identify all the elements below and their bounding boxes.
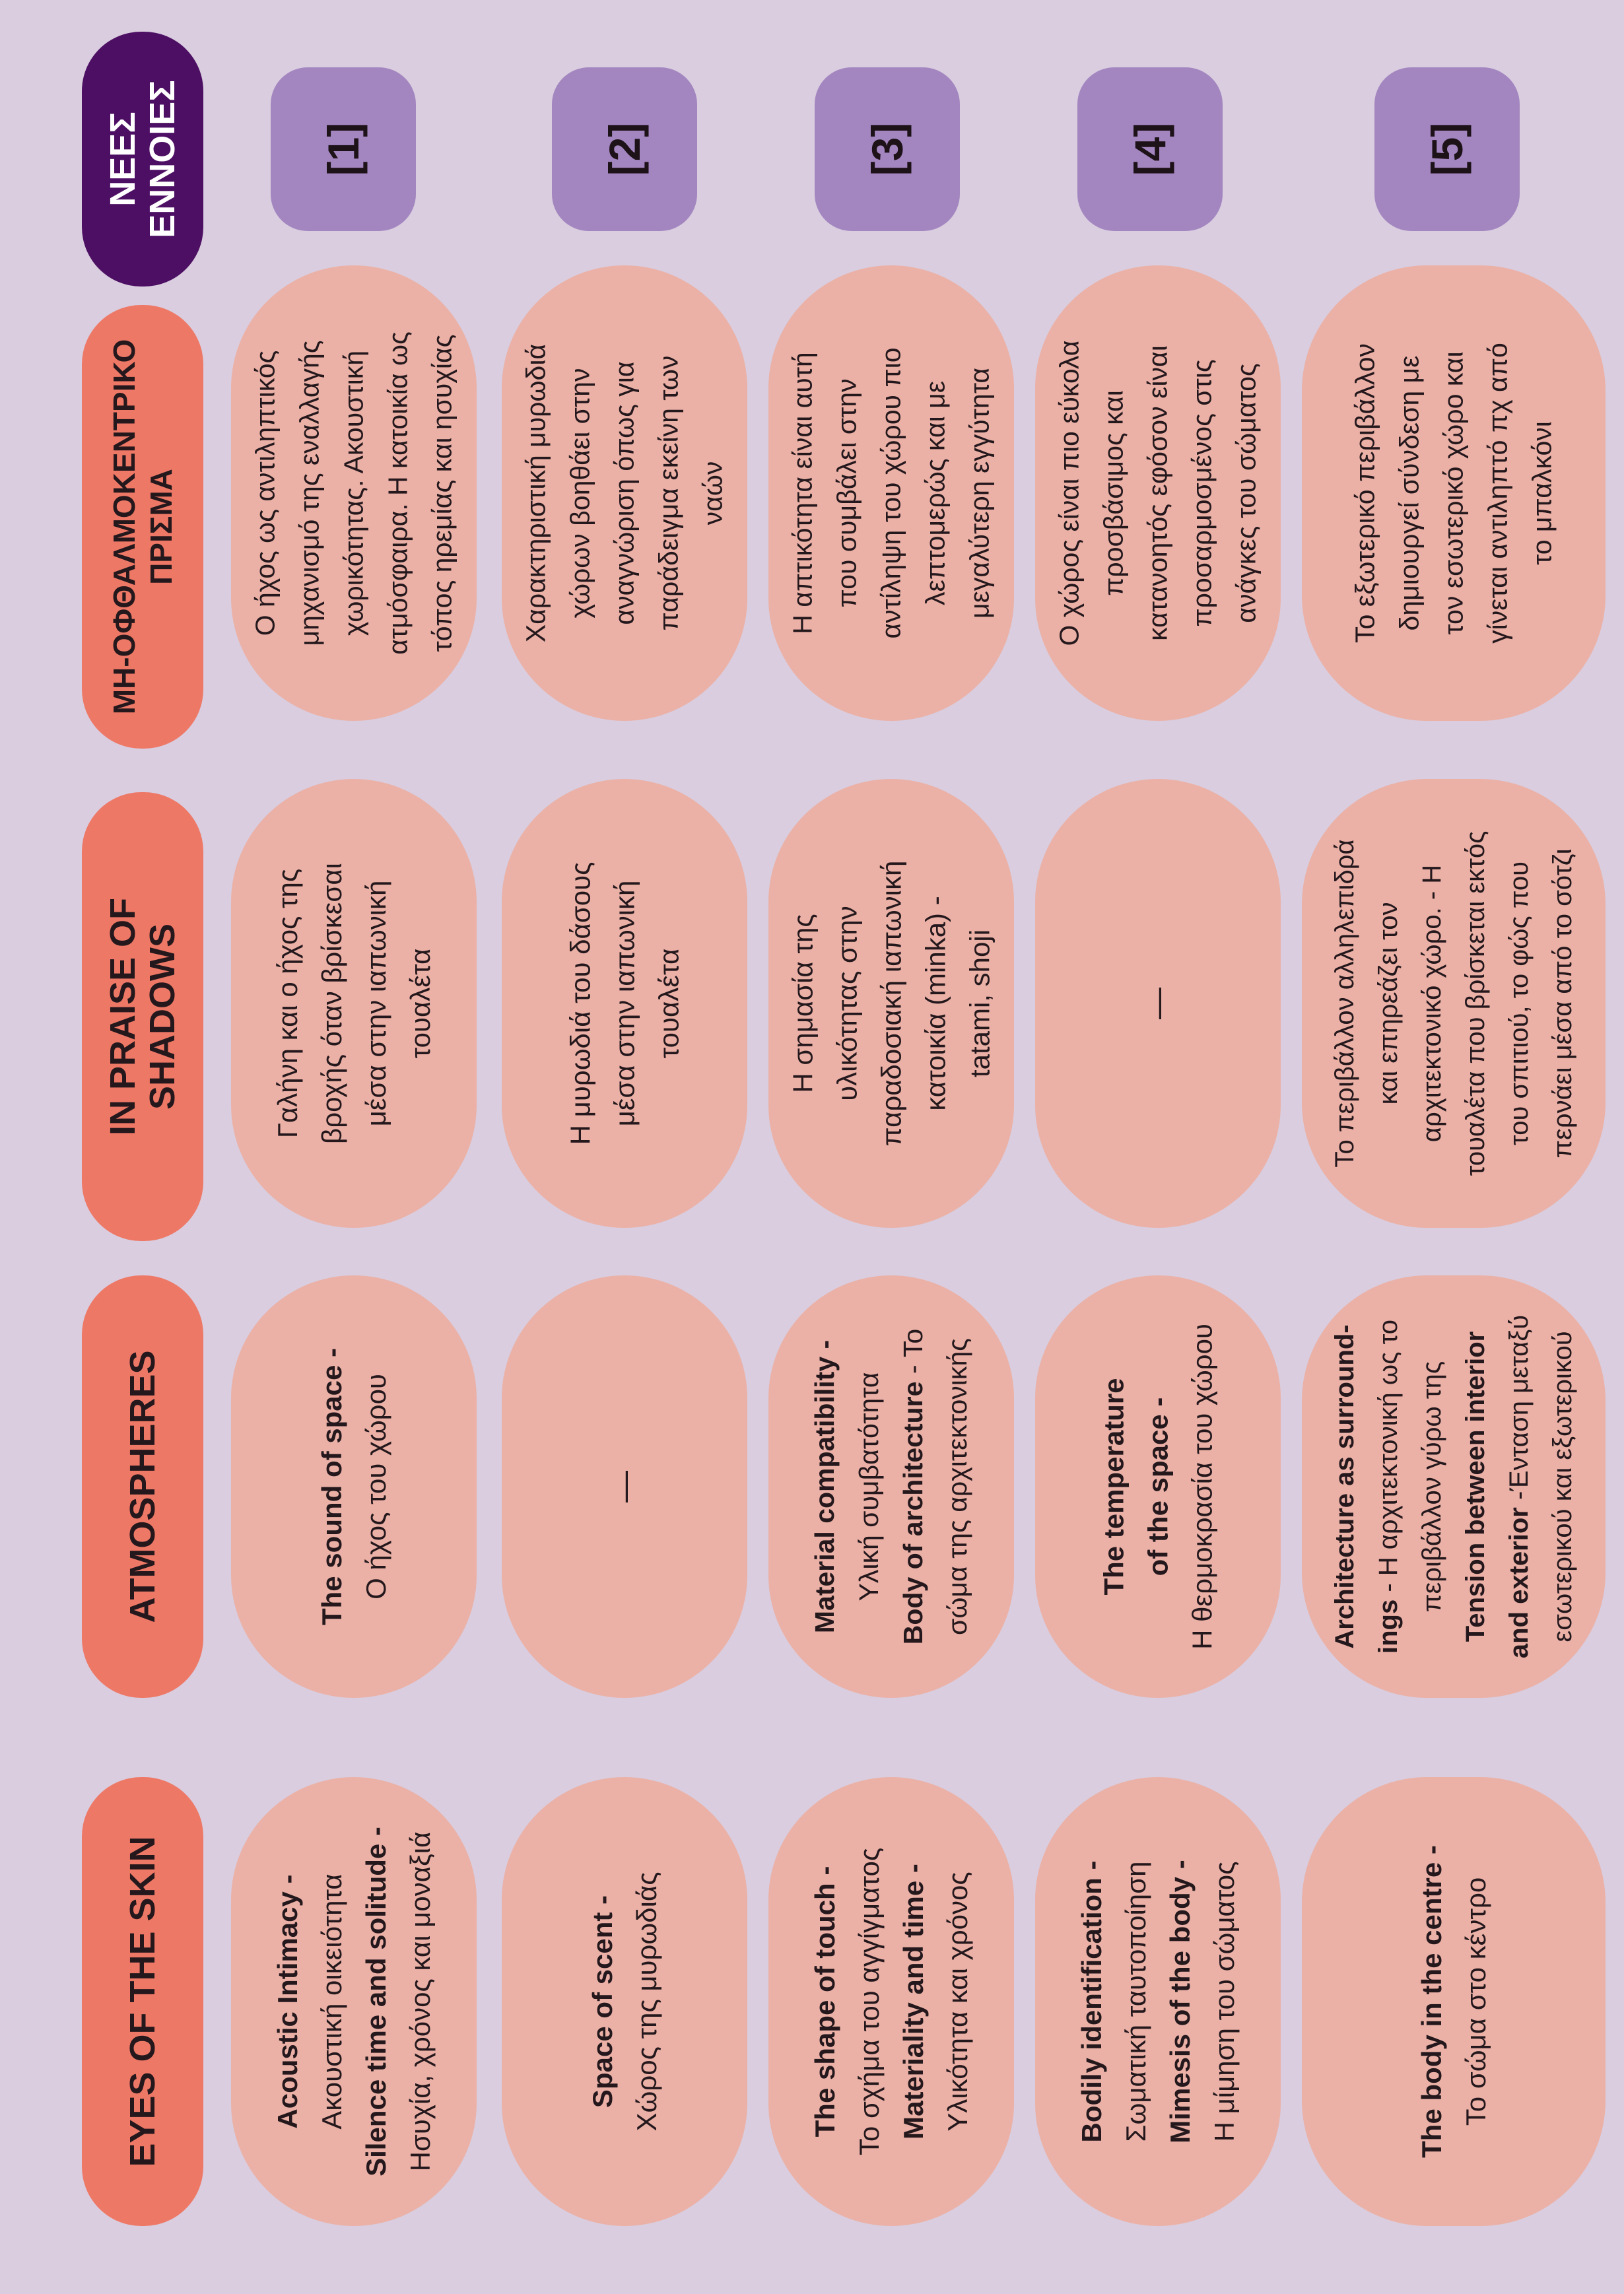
- cell-text: παραδοσιακή ιαπωνική: [875, 860, 907, 1147]
- cell-atmospheres-row-5: [1302, 1275, 1606, 1698]
- cell-text: μέσα στην ιαπωνική: [609, 880, 640, 1127]
- cell-text: The temperature: [1098, 1378, 1130, 1596]
- cell-text: μεγαλύτερη εγγύτητα: [964, 367, 995, 619]
- cell-text: χωρικότητας. Ακουστική: [338, 350, 369, 636]
- cell-text: Το σώμα στο κέντρο: [1460, 1877, 1491, 2126]
- number-pill-2: [552, 67, 697, 231]
- cell-text: Το σχήμα του αγγίγματος: [854, 1847, 885, 2156]
- header-non-ocular-prism: [82, 305, 203, 749]
- header-atmospheres: [82, 1275, 203, 1698]
- cell-text: Η μίμηση του σώματος: [1209, 1861, 1240, 2142]
- cell-text: τουαλέτα που βρίσκεται εκτός: [1461, 830, 1490, 1176]
- cell-praise-row-1: [231, 779, 477, 1228]
- header-eyes-of-the-skin: [82, 1777, 203, 2226]
- cell-text: περιβάλλον γύρω της: [1417, 1361, 1446, 1613]
- cell-text: μέσα στην ιαπωνική: [360, 880, 391, 1127]
- cell-text: κατοικία (minka) -: [920, 896, 951, 1111]
- cell-text: Architecture as surround-: [1330, 1324, 1359, 1649]
- cell-text: βροχής όταν βρίσκεσαι: [316, 863, 347, 1144]
- cell-atmospheres-row-3: [768, 1275, 1014, 1698]
- cell-text: εσωτερικού και εξωτερικού: [1548, 1331, 1577, 1642]
- cell-praise-row-5: [1302, 779, 1606, 1228]
- cell-text: Materiality and time -: [898, 1864, 929, 2140]
- cell-atmospheres-row-1: [231, 1275, 477, 1698]
- cell-text: Ο ήχος ως αντιληπτικός: [250, 350, 281, 636]
- cell-text: περνάει μέσα από το σότζι: [1548, 848, 1577, 1159]
- cell-text: υλικότητας στην: [831, 906, 863, 1101]
- cell-text: Χαρακτηριστική μυρωδιά: [520, 343, 551, 643]
- cell-text: και επηρεάζει τον: [1374, 902, 1403, 1105]
- number-pill-5: [1374, 67, 1520, 231]
- cell-text: τον εσωτερικό χώρο και: [1438, 351, 1469, 635]
- cell-text: σώμα της αρχιτεκτονικής: [942, 1338, 972, 1635]
- cell-eyes-row-1: [231, 1777, 477, 2226]
- cell-atmospheres-row-2: [502, 1275, 747, 1698]
- cell-text: προσβάσιμος και: [1098, 390, 1129, 596]
- cell-text: γίνεται αντιληπτό πχ από: [1482, 343, 1513, 644]
- cell-text: Η μυρωδιά του δάσους: [564, 861, 596, 1145]
- cell-text: Σωματική ταυτοποίηση: [1120, 1861, 1151, 2142]
- cell-text: ανάγκες του σώματος: [1231, 363, 1262, 623]
- number-label-3: [3]: [863, 122, 912, 176]
- header-praise-line1: IN PRAISE OF: [103, 897, 143, 1136]
- header-nonocular-line1: ΜΗ-ΟΦΘΑΛΜΟΚΕΝΤΡΙΚΟ: [107, 339, 141, 715]
- cell-text: Χώρος της μυρωδιάς: [631, 1872, 662, 2132]
- cell-nonocular-row-4: [1035, 265, 1281, 721]
- cell-nonocular-row-5: [1302, 265, 1606, 721]
- cell-text: -Ένταση μεταξύ: [1505, 1314, 1534, 1508]
- cell-eyes-row-2: [502, 1777, 747, 2226]
- cell-text: tatami, shoji: [964, 929, 996, 1078]
- cell-nonocular-row-2: [502, 265, 747, 721]
- cell-text: παράδειγμα εκείνη των: [653, 355, 684, 631]
- cell-text: Body of architecture: [898, 1381, 928, 1645]
- cell-nonocular-row-1: [231, 265, 477, 721]
- header-nonocular-line2: ΠΡΙΣΜΑ: [144, 469, 178, 585]
- cell-text: το μπαλκόνι: [1526, 421, 1557, 565]
- cell-text: of the space -: [1142, 1397, 1174, 1576]
- cell-text: Acoustic Intimacy -: [272, 1874, 303, 2129]
- header-praise-line2: SHADOWS: [143, 924, 182, 1110]
- cell-text: χώρων βοηθάει στην: [564, 368, 595, 619]
- empty-dash: —: [1140, 988, 1176, 1019]
- header-new-line2: ΕΝΝΟΙΕΣ: [143, 80, 182, 238]
- cell-text: κατανοητός εφόσον είναι: [1142, 345, 1173, 641]
- cell-text: ατμόσφαιρα. Η κατοικία ως: [382, 331, 413, 655]
- number-label-2: [2]: [600, 122, 649, 176]
- header-atmospheres-label: ATMOSPHERES: [123, 1350, 162, 1623]
- header-new-line1: ΝΕΕΣ: [103, 112, 143, 207]
- cell-text: αντίληψη του χώρου πιο: [875, 347, 906, 639]
- cell-text: Ησυχία, χρόνος και μοναξιά: [405, 1831, 436, 2172]
- header-eyes-label: EYES OF THE SKIN: [123, 1836, 162, 2167]
- cell-text: The sound of space -: [316, 1347, 347, 1626]
- cell-text: ings: [1374, 1599, 1403, 1654]
- cell-text: δημιουργεί σύνδεση με: [1394, 355, 1425, 631]
- cell-text: Mimesis of the body -: [1165, 1860, 1196, 2143]
- cell-text: λεπτομερώς και με: [920, 381, 951, 605]
- cell-eyes-row-3: [768, 1777, 1014, 2226]
- header-in-praise-of-shadows: [82, 792, 203, 1241]
- number-label-4: [4]: [1126, 122, 1174, 176]
- cell-text: - Η αρχιτεκτονική ως το: [1374, 1320, 1403, 1600]
- number-pill-3: [815, 67, 960, 231]
- number-label-1: [1]: [319, 122, 368, 176]
- cell-text: Το περιβάλλον αλληλεπιδρά: [1330, 839, 1359, 1168]
- cell-text: ναών: [697, 461, 728, 525]
- cell-text: Γαλήνη και ο ήχος της: [272, 868, 303, 1139]
- empty-dash: —: [607, 1471, 642, 1502]
- cell-text: του σπιτιού, το φώς που: [1505, 861, 1534, 1145]
- cell-eyes-row-5: [1302, 1777, 1606, 2226]
- cell-text: Material compatibility -: [809, 1339, 840, 1634]
- cell-text: - Το: [898, 1328, 928, 1382]
- cell-praise-row-4: [1035, 779, 1281, 1228]
- cell-text: αρχιτεκτονικό χώρο. - Η: [1417, 864, 1446, 1143]
- cell-text: Space of scent -: [587, 1895, 618, 2108]
- cell-text: Υλικότητα και χρόνος: [942, 1872, 973, 2132]
- cell-text: and exterior: [1505, 1507, 1534, 1659]
- cell-eyes-row-4: [1035, 1777, 1281, 2226]
- cell-text: Ο ήχος του χώρου: [360, 1374, 391, 1600]
- cell-nonocular-row-3: [768, 265, 1014, 721]
- cell-text: που συμβάλει στην: [831, 378, 862, 608]
- cell-text: Η σημασία της: [787, 914, 819, 1093]
- cell-text: Ακουστική οικειότητα: [316, 1873, 347, 2130]
- cell-text: Η απτικότητα είναι αυτή: [787, 352, 818, 634]
- number-pill-1: [271, 67, 416, 231]
- cell-praise-row-2: [502, 779, 747, 1228]
- cell-text: Tension between interior: [1461, 1331, 1490, 1642]
- cell-text: The body in the centre -: [1416, 1845, 1447, 2158]
- cell-atmospheres-row-4: [1035, 1275, 1281, 1698]
- cell-text: προσαρμοσμένος στις: [1186, 359, 1217, 627]
- cell-text: τουαλέτα: [653, 948, 685, 1059]
- cell-text: Υλική συμβατότητα: [854, 1372, 884, 1602]
- cell-text: Bodily identification -: [1076, 1860, 1107, 2143]
- cell-text: αναγνώριση όπως για: [609, 361, 640, 625]
- cell-text: Το εξωτερικό περιβάλλον: [1349, 343, 1380, 643]
- cell-text: τουαλέτα: [405, 948, 436, 1059]
- cell-text: Ο χώρος είναι πιο εύκολα: [1054, 340, 1085, 646]
- header-new-concepts: [82, 32, 203, 287]
- number-pill-4: [1077, 67, 1223, 231]
- number-label-5: [5]: [1423, 122, 1472, 176]
- cell-text: μηχανισμό της εναλλαγής: [294, 340, 325, 646]
- cell-text: Silence time and solitude -: [360, 1827, 391, 2176]
- cell-text: τόπος ηρεμίας και ησυχίας: [426, 334, 457, 652]
- cell-praise-row-3: [768, 779, 1014, 1228]
- cell-text: The shape of touch -: [809, 1866, 840, 2138]
- cell-text: Η θερμοκρασία του χώρου: [1186, 1324, 1218, 1650]
